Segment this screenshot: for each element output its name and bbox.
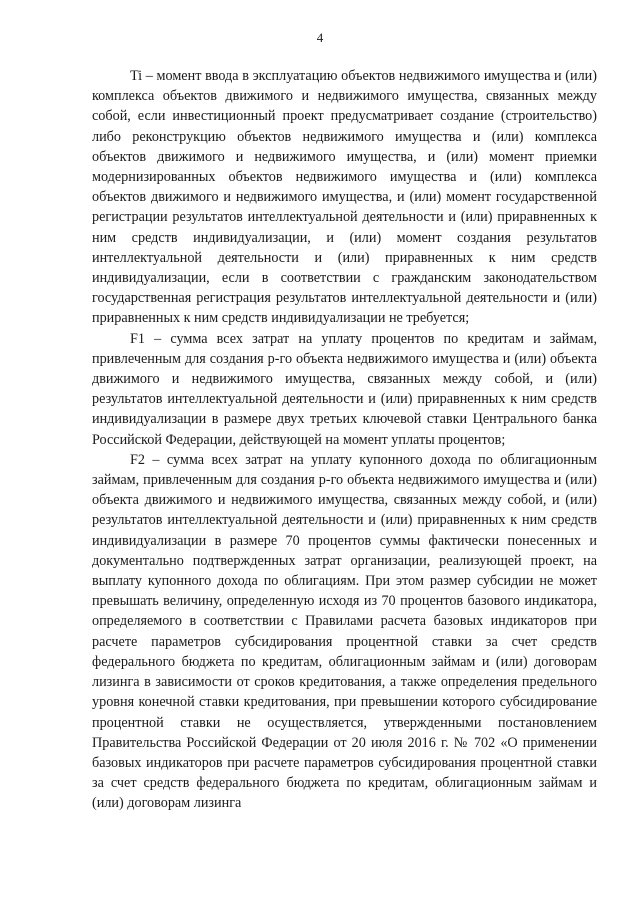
paragraph-f2-definition: F2 – сумма всех затрат на уплату купонного дохода по облигационным займам, привлеченным для создания p-го объекта недвижимого имущества и (или) объекта движимого и недвижимого имущества, связанных между собой, и (или) результатов интеллектуальной деятельности и (или) приравненных к ним средств индивидуализации в размере 70 процентов суммы фактически понесенных и документально подтвержденных затрат организации, реализующей проект, на выплату купонного дохода по облигациям. При этом размер субсидии не может превышать величину, определенную исходя из 70 процентов базового индикатора, определяемого в соответствии с Правилами расчета базовых индикаторов при расчете параметров субсидирования процентной ставки за счет средств федерального бюджета по кредитам, облигационным займам и (или) договорам лизинга в зависимости от сроков кредитования, а также определения предельного уровня конечной ставки кредитования, при превышении которого субсидирование процентной ставки не осуществляется, утвержденными постановлением Правительства Российской Федерации от 20 июля 2016 г. № 702 «О применении базовых индикаторов при расчете параметров субсидирования процентной ставки за счет средств федерального бюджета по кредитам, облигационным займам и (или) договорам лизинга (92, 451, 597, 812)
page-number: 4 (316, 30, 324, 45)
paragraph-ti-definition: Ti – момент ввода в эксплуатацию объектов недвижимого имущества и (или) комплекса объектов движимого и недвижимого имущества, связанных между собой, если инвестиционный проект предусматривает создание (строительство) либо реконструкцию объектов недвижимого имущества и (или) комплекса объектов движимого и недвижимого имущества, и (или) момент приемки модернизированных объектов недвижимого имущества и (или) комплекса объектов движимого и недвижимого имущества, и (или) момент государственной регистрации результатов интеллектуальной деятельности и (или) приравненных к ним средств индивидуализации, и (или) момент создания результатов интеллектуальной деятельности и (или) приравненных к ним средств индивидуализации, если в соответствии с гражданским законодательством государственная регистрация результатов интеллектуальной деятельности и (или) приравненных к ним средств индивидуализации не требуется; (92, 68, 597, 327)
paragraph-f1-definition: F1 – сумма всех затрат на уплату процентов по кредитам и займам, привлеченным для создания p-го объекта недвижимого имущества и (или) объекта движимого и недвижимого имущества, связанных между собой, и (или) результатов интеллектуальной деятельности и (или) приравненных к ним средств индивидуализации в размере двух третьих ключевой ставки Центрального банка Российской Федерации, действующей на момент уплаты процентов; (92, 330, 597, 448)
document-body (92, 66, 597, 814)
